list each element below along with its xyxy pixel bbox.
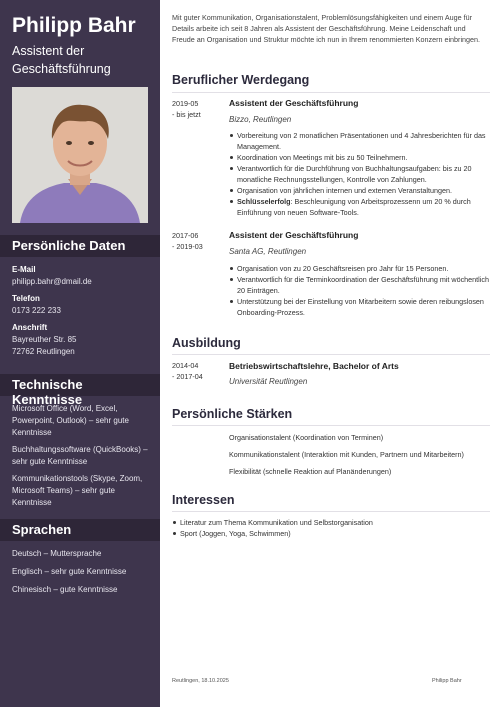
job-company: Santa AG, Reutlingen bbox=[229, 247, 307, 256]
divider bbox=[172, 511, 490, 512]
education-date-start: 2014-04 bbox=[172, 361, 199, 370]
email-label: E-Mail bbox=[12, 265, 36, 274]
address-line-2: 72762 Reutlingen bbox=[12, 347, 75, 356]
language-item: Chinesisch – gute Kenntnisse bbox=[12, 585, 118, 594]
strengths-heading: Persönliche Stärken bbox=[172, 407, 293, 421]
email-value: philipp.bahr@dmail.de bbox=[12, 277, 92, 286]
divider bbox=[172, 425, 490, 426]
address-line-1: Bayreuther Str. 85 bbox=[12, 335, 77, 344]
skill-item: Microsoft Office (Word, Excel, Powerpoint, Outlook) – sehr gute Kenntnisse bbox=[12, 404, 129, 437]
phone-value: 0173 222 233 bbox=[12, 306, 61, 315]
candidate-role: Assistent der Geschäftsführung bbox=[12, 44, 111, 76]
technical-skills-heading: Technische Kenntnisse bbox=[0, 374, 160, 396]
divider bbox=[172, 92, 490, 93]
address-label: Anschrift bbox=[12, 323, 48, 332]
key-success-label: Schlüsselerfolg bbox=[237, 197, 291, 206]
candidate-name: Philipp Bahr bbox=[12, 14, 136, 37]
language-item: Englisch – sehr gute Kenntnisse bbox=[12, 567, 127, 576]
job-date-start: 2019-05 bbox=[172, 99, 199, 108]
education-heading: Ausbildung bbox=[172, 336, 241, 350]
job-title: Assistent der Geschäftsführung bbox=[229, 230, 359, 240]
job-bullets bbox=[229, 130, 491, 218]
sidebar bbox=[0, 0, 160, 707]
interests-list bbox=[172, 517, 490, 539]
job-date-start: 2017-06 bbox=[172, 231, 199, 240]
interest-item: Sport (Joggen, Yoga, Schwimmen) bbox=[172, 528, 490, 539]
job-date-end: - 2019-03 bbox=[172, 242, 203, 251]
job-bullet: Unterstützung bei der Einstellung von Mitarbeitern sowie deren reibungslosen Onboarding-Prozess. bbox=[229, 296, 491, 318]
intro-text: Mit guter Kommunikation, Organisationstalent, Problemlösungsfähigkeiten und einem Auge für Details arbeite ich seit 8 Jahren als Assistent der Geschäftsführung. Meine Leidenschaft und Freude an Organisation und Struktur möchte ich nun in Ihrem renommierten Konzern einbringen. bbox=[172, 13, 481, 44]
skill-item: Buchhaltungssoftware (QuickBooks) – sehr gute Kenntnisse bbox=[12, 445, 148, 466]
phone-label: Telefon bbox=[12, 294, 40, 303]
footer-signature: Philipp Bahr bbox=[432, 678, 462, 684]
profile-photo bbox=[12, 87, 148, 223]
language-item: Deutsch – Muttersprache bbox=[12, 549, 102, 558]
job-bullet: Koordination von Meetings mit bis zu 50 Teilnehmern. bbox=[229, 152, 491, 163]
divider bbox=[172, 354, 490, 355]
interests-heading: Interessen bbox=[172, 493, 235, 507]
personal-data-heading: Persönliche Daten bbox=[0, 235, 160, 257]
education-school: Universität Reutlingen bbox=[229, 377, 308, 386]
strength-item: Organisationstalent (Koordination von Terminen) bbox=[229, 433, 384, 442]
key-success-text: Beschleunigung von Arbeitsprozessenn um 20 % durch Einführung von neuen Software-Tools. bbox=[237, 197, 471, 217]
job-date-end: - bis jetzt bbox=[172, 110, 201, 119]
job-title: Assistent der Geschäftsführung bbox=[229, 98, 359, 108]
strength-item: Kommunikationstalent (Interaktion mit Kunden, Partnern und Mitarbeitern) bbox=[229, 450, 464, 459]
job-bullet: Organisation von zu 20 Geschäftsreisen pro Jahr für 15 Personen. bbox=[229, 263, 491, 274]
languages-heading: Sprachen bbox=[0, 519, 160, 541]
footer-place-date: Reutlingen, 18.10.2025 bbox=[172, 678, 229, 684]
job-bullets bbox=[229, 263, 491, 318]
job-company: Bizzo, Reutlingen bbox=[229, 115, 292, 124]
job-bullet: Schlüsselerfolg: Beschleunigung von Arbeitsprozessenn um 20 % durch Einführung von neuen Software-Tools. bbox=[229, 196, 491, 218]
job-bullet: Verantwortlich für die Terminkoordination der Geschäftsführung mit wöchentlich 20 Einträgen. bbox=[229, 274, 491, 296]
portrait-image bbox=[12, 87, 148, 223]
job-bullet: Verantwortlich für die Durchführung von Buchhaltungsaufgaben: bis zu 20 monatliche Rechnungsstellungen, Kontrolle von Zahlungen. bbox=[229, 163, 491, 185]
career-heading: Beruflicher Werdegang bbox=[172, 73, 310, 87]
skill-item: Kommunikationstools (Skype, Zoom, Microsoft Teams) – sehr gute Kenntnisse bbox=[12, 474, 143, 507]
education-date-end: - 2017-04 bbox=[172, 372, 203, 381]
education-title: Betriebswirtschaftslehre, Bachelor of Arts bbox=[229, 361, 399, 371]
job-bullet: Vorbereitung von 2 monatlichen Präsentationen und 4 Jahresberichten für das Management. bbox=[229, 130, 491, 152]
job-bullet: Organisation von jährlichen internen und externen Veranstaltungen. bbox=[229, 185, 491, 196]
interest-item: Literatur zum Thema Kommunikation und Selbstorganisation bbox=[172, 517, 490, 528]
strength-item: Flexibilität (schnelle Reaktion auf Planänderungen) bbox=[229, 467, 392, 476]
